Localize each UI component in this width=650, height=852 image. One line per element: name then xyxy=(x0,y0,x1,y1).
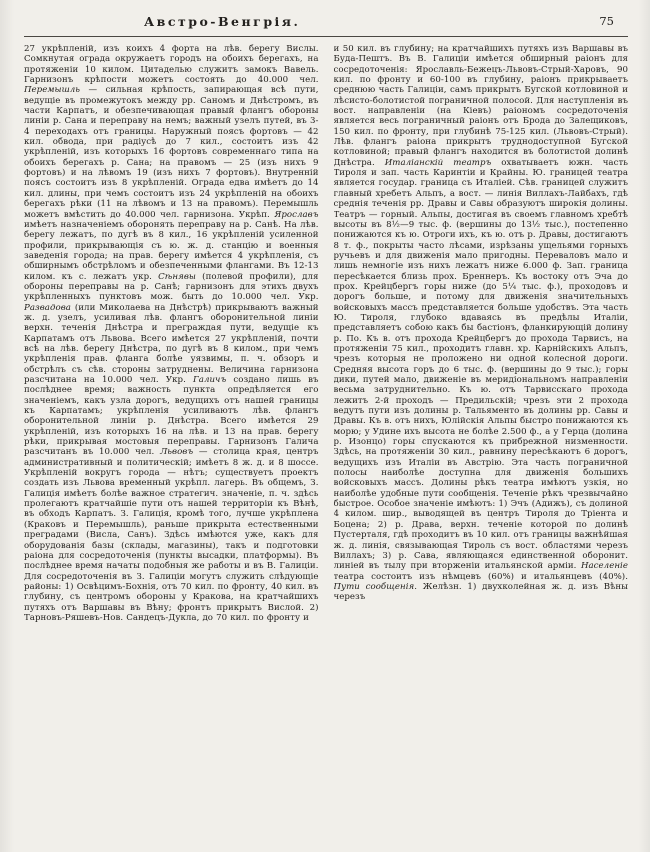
text-run: — сильная крѣпость, запирающая всѣ пути, ведущіе въ промежутокъ между рр. Саномъ и Днѣстромъ, въ части Карпатъ, и обезпечивающая правый флангъ обороны линіи р. Сана и переправу на немъ; важный узелъ путей, въ 3-4 переходахъ отъ границы. Наружный поясъ фортовъ — 42 кил. обвода, при радіусѣ до 7 кил., состоитъ изъ 42 укрѣпленій, изъ которыхъ 16 фортовъ современнаго типа на обоихъ берегахъ р. Сана; на правомъ — 25 (изъ нихъ 9 фортовъ) и на лѣвомъ 19 (изъ нихъ 7 фортовъ). Внутренній поясъ состоитъ изъ 8 укрѣпленій. Ограда едва имѣетъ до 14 кил. длины, при чемъ состоитъ изъ 24 укрѣпленій на обоихъ берегахъ рѣки (11 на лѣвомъ и 13 на правомъ). Перемышль можетъ вмѣстить до 40.000 чел. гарнизона. Укрѣп. xyxy=(24,85,319,220)
emphasized-text-run: Ярославъ xyxy=(274,209,319,220)
text-run: театра состоитъ изъ нѣмцевъ (60%) и итальянцевъ (40%). xyxy=(333,571,628,582)
text-run: — столица края, центръ административный и политическій; имѣетъ 8 ж. д. и 8 шоссе. Укрѣпленій вокругъ города — нѣтъ; существуетъ проектъ создать изъ Львова временный укрѣпл. лагерь. Въ общемъ, З. Галиція имѣетъ болѣе важное стратегич. значеніе, п. ч. здѣсь пролегаютъ кратчайшіе пути отъ нашей территоріи къ Вѣнѣ, въ обходъ Карпатъ. З. Галиція, кромѣ того, лучше укрѣплена (Краковъ и Перемышль), раньше прикрыта естественными преградами (Висла, Санъ). Здѣсь имѣются уже, какъ для оборудованія базы (склады, магазины), такъ и подготовки раіона для сосредоточенія (пункты высадки, платформы). Въ послѣднее время начаты подобныя же работы и въ В. Галиціи. Для сосредоточенія въ З. Галиціи могутъ служить слѣдующіе районы: 1) Освѣцимъ-Бохнія, отъ 70 кил. по фронту, 40 кил. въ глубину, съ центромъ обороны у Кракова, на кратчайшихъ путяхъ отъ Варшавы въ Вѣну; фронтъ прикрытъ Вислой. 2) Тарновъ-Ряшевъ-Нов. Сандецъ-Дукла, до 70 кил. по фронту и xyxy=(24,447,319,623)
text-run: охватываетъ южн. часть Тироля и зап. часть Каринтіи и Крайны. Ю. границей театра является государ. граница съ Италіей. Сѣв. границей служитъ главный хребетъ Альпъ, а вост. — линія Виллахъ-Лайбахъ, гдѣ среднія теченія рр. Дравы и Савы образуютъ широкія долины. Театръ — горный. Альпы, достигая въ своемъ главномъ хребтѣ высоты въ 8½—9 тыс. ф. (вершины до 13½ тыс.), постепенно понижаются къ ю. Отроги ихъ, къ ю. отъ р. Дравы, достигаютъ 8 т. ф., покрыты часто лѣсами, изрѣзаны ущельями горныхъ ручьевъ и для движенія мало пригодны. Переваловъ мало и лишь немногіе изъ нихъ лежатъ ниже 6.000 ф. Зап. граница пересѣкается близь прох. Бреннеръ. Къ востоку отъ Эча до прох. Крейцбергъ горы ниже (до 5¼ тыс. ф.), проходовъ и дорогъ больше, и потому для движенія значительныхъ войсковыхъ массъ представляется больше удобствъ. Эта часть Ю. Тироля, глубоко вдаваясь въ предѣлы Италіи, представляетъ собою какъ бы бастіонъ, фланкирующій долину р. По. Къ в. отъ прохода Крейцбергъ до прохода Тарвисъ, на протяженіи 75 кил., проходитъ главн. хр. Карнійскихъ Альпъ, чрезъ которыя не проложено ни одной колесной дороги. Средняя высота горъ до 6 тыс. ф. (вершины до 9 тыс.); горы дики, путей мало, движеніе въ меридіональномъ направленіи весьма затруднительно. Къ ю. отъ Тарвисскаго прохода лежитъ 2-й проходъ — Предильскій; чрезъ эти 2 прохода ведутъ пути изъ долины р. Тальяменто въ долины рр. Савы и Дравы. Къ в. отъ нихъ, Юлійскія Альпы быстро понижаются къ морю; у Удине ихъ высота не болѣе 2.500 ф., а у Герца (долина р. Изонцо) горы спускаются къ прибрежной низменности. Здѣсь, на протяженіи 30 кил., равнину пересѣкаютъ 6 дорогъ, ведущихъ изъ Италіи въ Австрію. Эта часть пограничной полосы наиболѣе доступна для движенія большихъ войсковыхъ массъ. Долины рѣкъ театра имѣютъ узкія, но наиболѣе удобные пути сообщенія. Теченіе рѣкъ чрезвычайно быстрое. Особое значеніе имѣютъ: 1) Эчъ (Адижъ), съ долиной 4 килом. шир., выводящей въ центръ Тироля до Тріента и Боцена; 2) р. Драва, верхн. теченіе которой по долинѣ Пустерталя, гдѣ проходитъ въ 10 кил. отъ границы важнѣйшая ж. д. линія, связывающая Тироль съ вост. областями черезъ Виллахъ; 3) р. Сава, являющаяся единственной оборонит. линіей въ тылу при вторженіи итальянской арміи. xyxy=(333,157,628,572)
text-run: Желѣзн. 1) двухколейная ж. д. изъ Вѣны черезъ xyxy=(333,581,628,603)
text-run: 27 укрѣпленій, изъ коихъ 4 форта на лѣв. берегу Вислы. Сомкнутая ограда окружаетъ городъ на обоихъ берегахъ, на протяженіи 10 килом. Цитаделью служитъ замокъ Вавель. Гарнизонъ крѣпости можетъ состоять до 40.000 чел. xyxy=(24,44,319,86)
running-header xyxy=(24,12,628,34)
left-column-text xyxy=(24,44,319,840)
text-run: имѣетъ назначеніемъ оборонять переправу на р. Санѣ. На лѣв. берегу лежатъ, по дугѣ въ 8 кил., 16 укрѣпленій усиленной профили, прикрывающія съ ю. ж. д. станцію и военныя заведенія города; на прав. берегу имѣется 4 укрѣпленія, съ обширнымъ обстрѣломъ и обезпеченными флангами. Въ 12-13 килом. къ с. лежатъ укр. xyxy=(24,219,319,282)
text-run: создано лишь въ послѣднее время; важность пункта опредѣляется его значеніемъ, какъ узла дорогъ, ведущихъ отъ нашей границы къ Карпатамъ; укрѣпленія усиливаютъ лѣв. флангъ оборонительной линіи р. Днѣстра. Всего имѣется 29 укрѣпленій, изъ которыхъ 16 на лѣв. и 13 на прав. берегу рѣки, прикрывая мостовыя переправы. Гарнизонъ Галича разсчитанъ въ 10.000 чел. xyxy=(24,375,319,458)
emphasized-text-run: Галичъ xyxy=(193,375,227,385)
emphasized-text-run: Пути сообщенія. xyxy=(333,581,418,592)
emphasized-text-run: Львовъ xyxy=(160,447,194,458)
page-number: 75 xyxy=(599,14,614,28)
text-run: (или Миколаева на Днѣстрѣ) прикрываютъ важный ж. д. узелъ, усиливая лѣв. флангъ оборонительной линіи верхн. теченія Днѣстра и преграждая пути, ведущіе къ Карпатамъ отъ Львова. Всего имѣется 27 укрѣпленій, почти всѣ на лѣв. берегу Днѣстра, по дугѣ въ 8 килом., при чемъ укрѣпленія прав. фланга болѣе уязвимы, п. ч. обзоръ и обстрѣлъ съ сѣв. стороны затруднены. Величина гарнизона разсчитана на 10.000 чел. Укр. xyxy=(24,302,319,385)
emphasized-text-run: Развадова xyxy=(24,302,71,313)
page-title: Австро-Венгрія. xyxy=(144,14,301,29)
header-rule xyxy=(24,36,628,37)
emphasized-text-run: Населеніе xyxy=(580,561,628,572)
right-column-text xyxy=(334,44,629,840)
emphasized-text-run: Сѣнявы xyxy=(158,271,196,282)
text-run: и 50 кил. въ глубину; на кратчайшихъ путяхъ изъ Варшавы въ Буда-Пештъ. Въ В. Галиціи имѣется обширный раіонъ для сосредоточенія: Ярославль-Бежецъ-Львовъ-Стрый-Харовъ, 90 кил. по фронту и 60-100 въ глубину, раіонъ прикрываетъ среднюю часть Галиціи, самъ прикрытъ Бугской котловиной и лѣсисто-болотистой пограничной полосой. Для наступленія въ вост. направленіи (на Кіевъ) раіономъ сосредоточенія является весь пограничный раіонъ отъ Брода до Залещиковъ, 150 кил. по фронту, при глубинѣ 75-125 кил. (Львовъ-Стрый). Лѣв. флангъ раіона прикрытъ труднодоступной Бугской котловиной; правый флангъ находится въ болотистой долинѣ Днѣстра. xyxy=(333,44,628,168)
emphasized-text-run: Италіанскій театръ xyxy=(384,157,492,168)
emphasized-text-run: Перемышль xyxy=(24,85,81,96)
text-columns xyxy=(0,42,650,840)
text-run: (полевой профили), для обороны переправы на р. Санѣ; гарнизонъ для этихъ двухъ укрѣпленныхъ пунктовъ мож. быть до 10.000 чел. Укр. xyxy=(24,271,319,303)
